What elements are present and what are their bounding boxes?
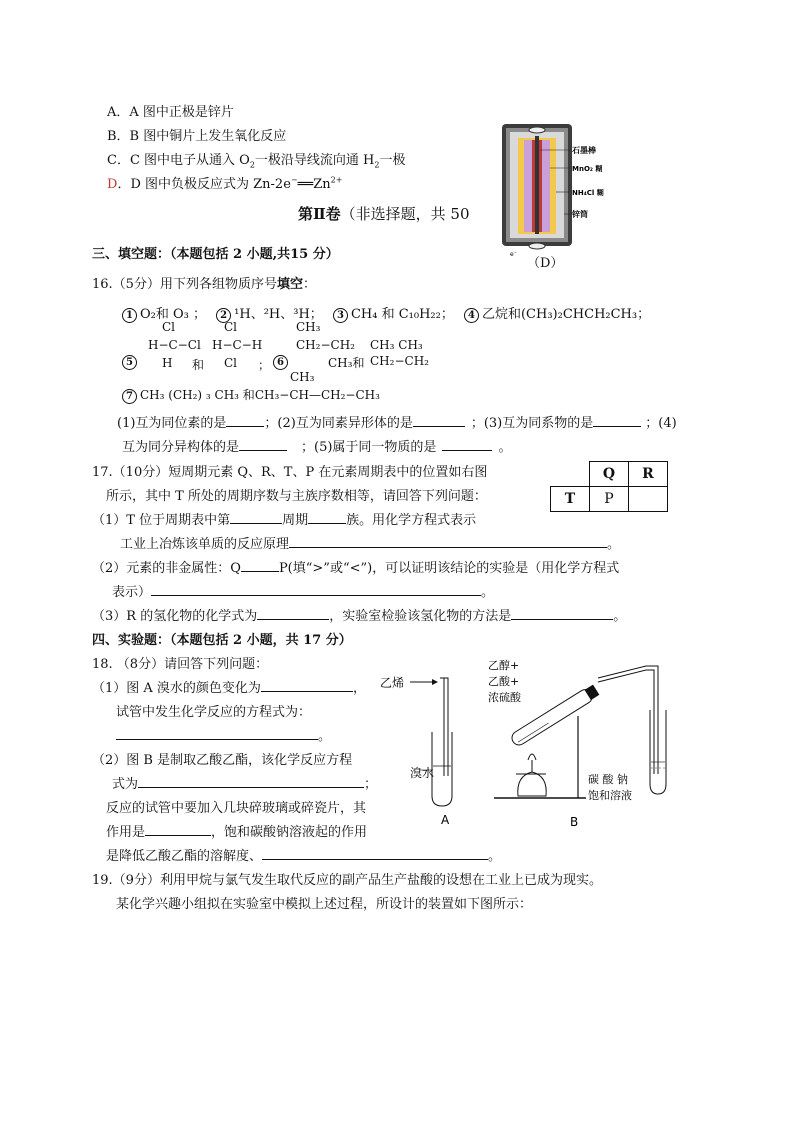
f5-cl-bottom: Cl [224, 356, 238, 370]
section2-heading: 第Ⅱ卷（非选择题，共 50 [298, 205, 470, 223]
q18-part1: （1）图 A 溴水的颜色变化为 ， [92, 681, 366, 696]
reagent-line1: 乙醇+ [488, 659, 520, 672]
f5-semi: ； [258, 358, 271, 372]
q16-blanks-line2: 互为同分异构体的是 ；(5)属于同一物质的是 。 [122, 440, 512, 455]
q17-line1: 17.（10分）短周期元素 Q、R、T、P 在元素周期表中的位置如右图 [92, 465, 488, 480]
figure-b-label: B [570, 815, 579, 829]
q16-marker-6: 6 [273, 355, 288, 370]
battery-figure [488, 106, 628, 270]
f5-cl-top-1: Cl [162, 320, 176, 334]
q17-line2: 所示，其中 T 所处的周期序数与主族序数相等，请回答下列问题： [106, 489, 487, 504]
q16-blanks-line1: (1)互为同位素的是 ；(2)互为同素异形体的是 ；(3)互为同系物的是 ；(4) [117, 416, 677, 431]
q19-line2: 某化学兴趣小组拟在实验室中模拟上述过程，所设计的装置如下图所示： [116, 897, 533, 912]
f5-h-bottom: H [162, 356, 173, 370]
f5-and: 和 [192, 358, 205, 372]
q17-part1: （1）T 位于周期表中第 周期 族。用化学方程式表示 [92, 513, 477, 528]
cell-q: Q [590, 462, 629, 487]
q17-part2: （2）元素的非金属性：Q P(填“>”或“<”)，可以证明该结论的实验是（用化学方程式 [92, 561, 620, 576]
q18-part2: （2）图 B 是制取乙酸乙酯，该化学反应方程 [92, 753, 353, 768]
q16-items-row: 1 O₂和 O₃ ； 2 ¹H、²H、³H； 3 CH₄ 和 C₁₀H₂₂； 4 乙烷和(CH₃)₂CHCH₂CH₃； [122, 303, 650, 323]
graphite-label: 石墨棒 [572, 146, 596, 155]
figure-b [486, 656, 676, 838]
q18-stem: 18. （8分）请回答下列问题： [92, 657, 269, 672]
zinc-label: 锌筒 [572, 210, 588, 219]
nh4cl-label: NH₄Cl 糊 [572, 189, 604, 197]
option-a: A．A 图中正极是锌片 [107, 105, 234, 120]
solution-label1: 碳 酸 钠 [588, 773, 628, 786]
q17-part1b: 工业上冶炼该单质的反应原理 。 [120, 537, 621, 552]
q18-part1b: 试管中发生化学反应的方程式为： [116, 705, 312, 720]
section3-heading: 三、填空题：（本题包括 2 小题,共15 分） [92, 247, 339, 262]
solution-label2: 饱和溶液 [588, 789, 632, 802]
periodic-table-snippet [550, 461, 668, 512]
f6-ch3-top: CH₃ [296, 320, 321, 334]
ethene-label: 乙烯 [380, 676, 405, 690]
electron-label-bottom: e⁻ [510, 251, 517, 258]
figure-a-label: A [441, 813, 450, 827]
option-d: D．D 图中负极反应式为 $Zn-2e^-══Zn^{2+}$ [107, 175, 343, 192]
q17-part2b: 表示） 。 [112, 585, 495, 600]
option-b: B．B 图中铜片上发生氧化反应 [107, 129, 287, 144]
reagent-line3: 浓硫酸 [488, 691, 521, 704]
f7-ch3: CH₃ [290, 370, 315, 384]
f6-mid: CH₃和 [328, 356, 365, 370]
q16-marker-5: 5 [122, 355, 137, 370]
f5-hch: H−C−H [212, 338, 263, 352]
q18-part1-line: 。 [116, 725, 331, 744]
option-c: C．C 图中电子从通入 $O_2$一极沿导线流向通 $H_2$一极 [107, 153, 406, 170]
q16-item7: 7 CH₃ (CH₂) ₃ CH₃ 和CH₃−CH—CH₂−CH₃ [122, 386, 380, 404]
q17-part3: （3）R 的氢化物的化学式为 ，实验室检验该氢化物的方法是 。 [92, 609, 627, 624]
q18-part2b: 式为 ； [112, 777, 378, 792]
cell-r: R [629, 462, 668, 487]
q16-stem: 16.（5分）用下列各组物质序号填空： [92, 277, 316, 292]
reagent-line2: 乙酸+ [488, 675, 520, 688]
f6-right-bottom: CH₂−CH₂ [370, 354, 429, 368]
f6-right-top: CH₃ CH₃ [370, 338, 423, 352]
cell-p: P [590, 487, 629, 512]
f5-cl-top-2: Cl [224, 320, 238, 334]
figure-a [380, 656, 470, 840]
q19-line1: 19.（9分）利用甲烷与氯气发生取代反应的副产品生产盐酸的设想在工业上已成为现实。 [92, 873, 602, 888]
q18-part3b: 作用是 ，饱和碳酸钠溶液起的作用 [106, 825, 368, 840]
q18-part3c: 是降低乙酸乙酯的溶解度、 。 [106, 849, 502, 864]
cell-t: T [551, 487, 590, 512]
mno2-label: MnO₂ 糊 [572, 165, 603, 173]
f6-chch: CH₂−CH₂ [296, 338, 355, 352]
section4-heading: 四、实验题：（本题包括 2 小题，共 17 分） [92, 633, 352, 648]
bromine-label: 溴水 [410, 766, 435, 780]
f5-hccl: H−C−Cl [148, 338, 201, 352]
battery-caption: （D） [527, 256, 564, 271]
q18-part3: 反应的试管中要加入几块碎玻璃或碎瓷片，其 [106, 801, 367, 816]
